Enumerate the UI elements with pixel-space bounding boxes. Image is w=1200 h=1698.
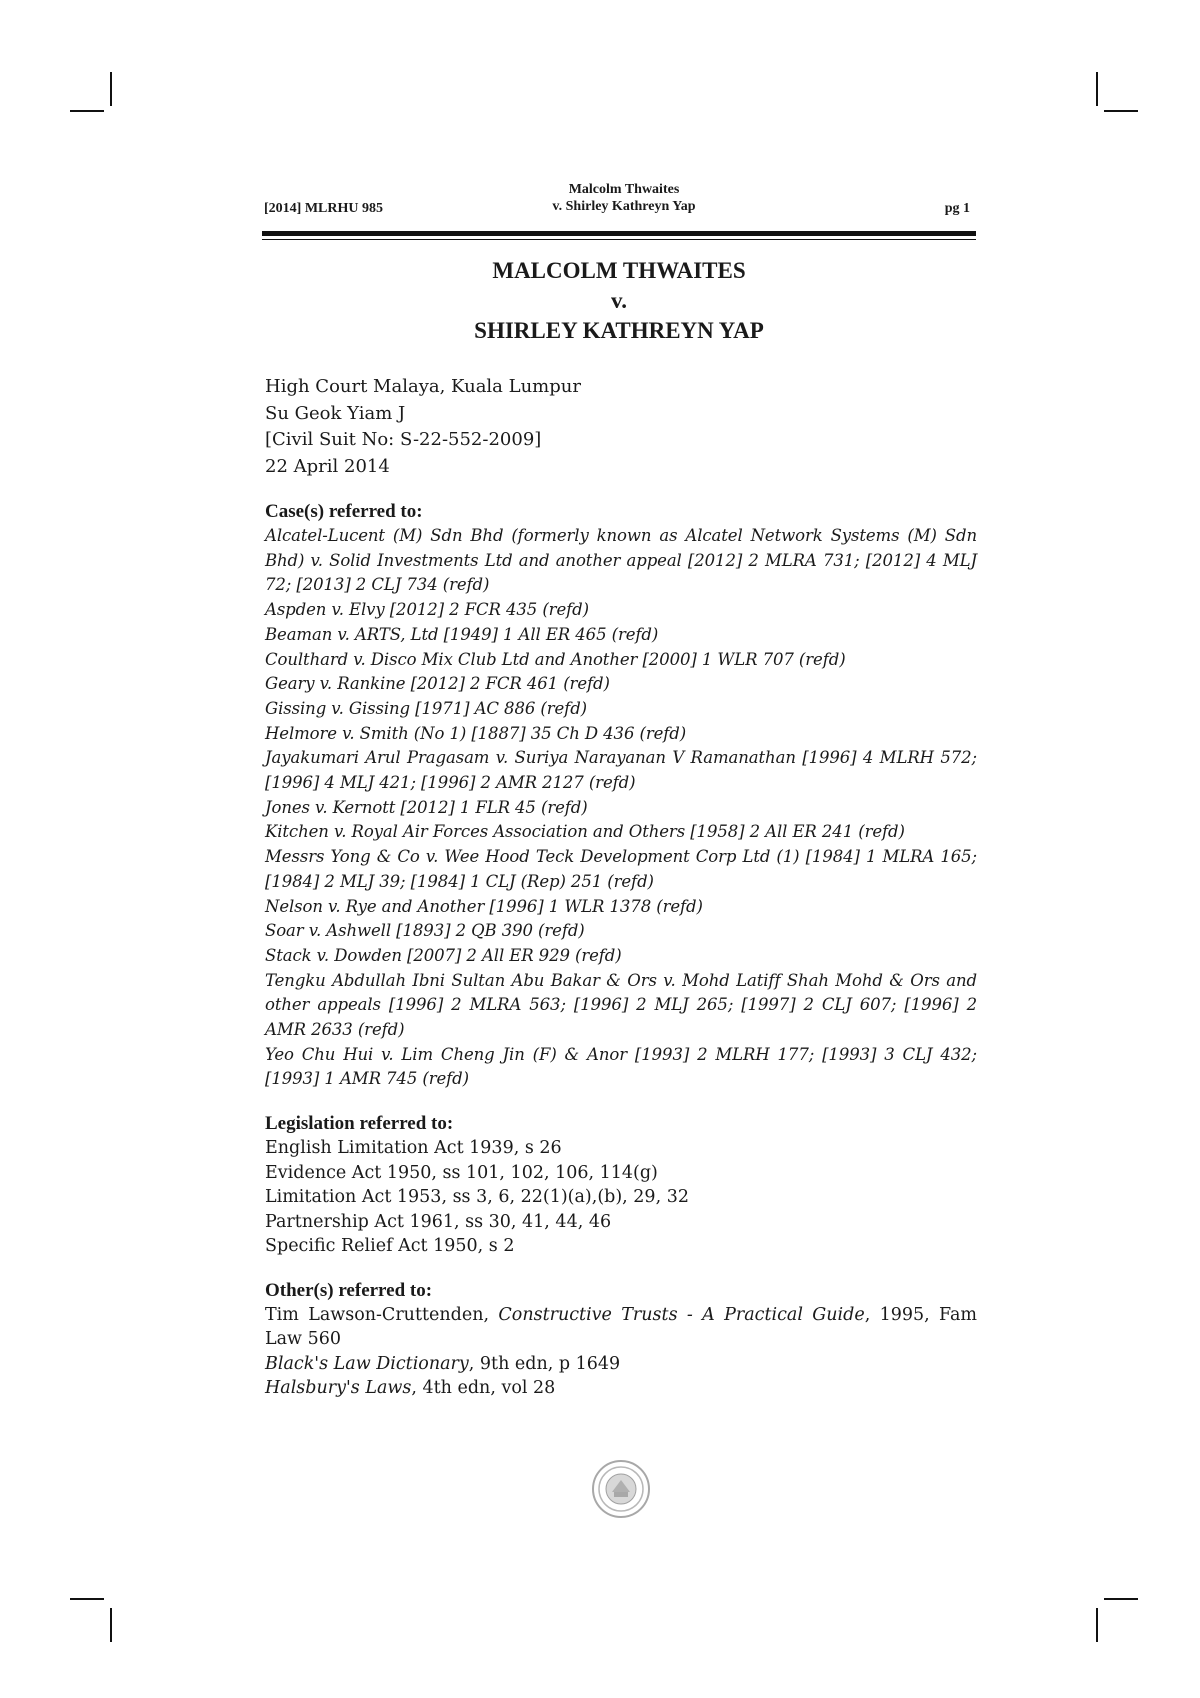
header-parties-line1: Malcolm Thwaites	[568, 182, 680, 197]
crop-mark	[1104, 1598, 1138, 1600]
crop-mark	[1096, 72, 1098, 106]
case-item: Geary v. Rankine [2012] 2 FCR 461 (refd)	[265, 674, 610, 694]
header-parties-line2: v. Shirley Kathreyn Yap	[552, 199, 696, 214]
plaintiff-name: MALCOLM THWAITES	[492, 258, 746, 283]
case-item: Coulthard v. Disco Mix Club Ltd and Another [2000] 1 WLR 707 (refd)	[265, 649, 846, 669]
case-item: Stack v. Dowden [2007] 2 All ER 929 (refd)	[265, 945, 622, 965]
other-item-rest: , 9th edn, p 1649	[468, 1353, 621, 1374]
other-item-rest: , 4th edn, vol 28	[411, 1378, 556, 1399]
cases-list	[265, 524, 977, 1092]
crop-mark	[1104, 110, 1138, 112]
header-rule-thin	[262, 239, 976, 240]
crop-mark	[110, 1608, 112, 1642]
other-item-author: Tim Lawson-Cruttenden,	[265, 1304, 499, 1325]
other-item-title: Halsbury's Laws	[265, 1378, 412, 1399]
legislation-heading: Legislation referred to:	[265, 1113, 454, 1135]
court-name: High Court Malaya, Kuala Lumpur	[265, 376, 581, 397]
legislation-list	[265, 1136, 977, 1259]
other-item-rest: , 1995, Fam Law 560	[265, 1304, 977, 1350]
judge-name: Su Geok Yiam J	[265, 402, 406, 424]
case-item: Aspden v. Elvy [2012] 2 FCR 435 (refd)	[265, 600, 589, 620]
case-item: Yeo Chu Hui v. Lim Cheng Jin (F) & Anor [1993] 2 MLRH 177; [1993] 3 CLJ 432; [1993] 1 AMR 745 (refd)	[265, 1044, 977, 1089]
others-list	[265, 1303, 977, 1401]
cases-heading: Case(s) referred to:	[265, 501, 423, 522]
case-item: Nelson v. Rye and Another [1996] 1 WLR 1378 (refd)	[265, 896, 703, 916]
crop-mark	[70, 1598, 104, 1600]
header-parties	[494, 181, 754, 215]
other-item	[265, 1303, 977, 1352]
suit-number: [Civil Suit No: S-22-552-2009]	[265, 429, 542, 450]
others-heading: Other(s) referred to:	[265, 1279, 433, 1301]
legislation-item: English Limitation Act 1939, s 26	[265, 1138, 562, 1159]
page-number: pg 1	[944, 201, 970, 216]
crop-mark	[110, 72, 112, 106]
case-item: Alcatel-Lucent (M) Sdn Bhd (formerly known as Alcatel Network Systems (M) Sdn Bhd) v. Solid Investments Ltd and another appeal [2012] 2 MLRA 731; [2012] 4 MLJ 72; [2013] 2 CLJ 734 (refd)	[265, 526, 977, 595]
case-item: Messrs Yong & Co v. Wee Hood Teck Development Corp Ltd (1) [1984] 1 MLRA 165; [1984] 2 MLJ 39; [1984] 1 CLJ (Rep) 251 (refd)	[265, 847, 977, 891]
case-item: Jayakumari Arul Pragasam v. Suriya Narayanan V Ramanathan [1996] 4 MLRH 572; [1996] 4 MLJ 421; [1996] 2 AMR 2127 (refd)	[265, 748, 977, 793]
legislation-item: Evidence Act 1950, ss 101, 102, 106, 114(g)	[265, 1162, 658, 1183]
legislation-item: Partnership Act 1961, ss 30, 41, 44, 46	[265, 1211, 612, 1232]
judgment-date: 22 April 2014	[265, 455, 390, 477]
court-seal-icon	[590, 1458, 652, 1520]
case-item: Jones v. Kernott [2012] 1 FLR 45 (refd)	[265, 797, 588, 817]
defendant-name: SHIRLEY KATHREYN YAP	[474, 318, 764, 343]
header-rule-thick	[262, 231, 976, 236]
other-item-title: Black's Law Dictionary	[265, 1353, 469, 1374]
other-item-title: Constructive Trusts - A Practical Guide	[498, 1304, 865, 1325]
case-item: Kitchen v. Royal Air Forces Association and Others [1958] 2 All ER 241 (refd)	[265, 822, 905, 842]
legislation-item: Limitation Act 1953, ss 3, 6, 22(1)(a),(b), 29, 32	[265, 1187, 689, 1208]
running-header	[264, 181, 974, 217]
case-item: Beaman v. ARTS, Ltd [1949] 1 All ER 465 (refd)	[265, 624, 659, 644]
citation: [2014] MLRHU 985	[264, 201, 383, 216]
case-item: Soar v. Ashwell [1893] 2 QB 390 (refd)	[265, 921, 585, 941]
versus: v.	[611, 288, 627, 313]
case-item: Tengku Abdullah Ibni Sultan Abu Bakar & Ors v. Mohd Latiff Shah Mohd & Ors and other appeals [1996] 2 MLRA 563; [1996] 2 MLJ 265; [1997] 2 CLJ 607; [1996] 2 AMR 2633 (refd)	[265, 970, 977, 1040]
crop-mark	[70, 110, 104, 112]
case-title	[262, 256, 976, 346]
case-item: Gissing v. Gissing [1971] AC 886 (refd)	[265, 698, 587, 718]
crop-mark	[1096, 1608, 1098, 1642]
case-item: Helmore v. Smith (No 1) [1887] 35 Ch D 436 (refd)	[265, 723, 687, 743]
document-body	[265, 374, 977, 1401]
other-item	[265, 1376, 977, 1401]
other-item	[265, 1352, 977, 1377]
legislation-item: Specific Relief Act 1950, s 2	[265, 1236, 515, 1257]
